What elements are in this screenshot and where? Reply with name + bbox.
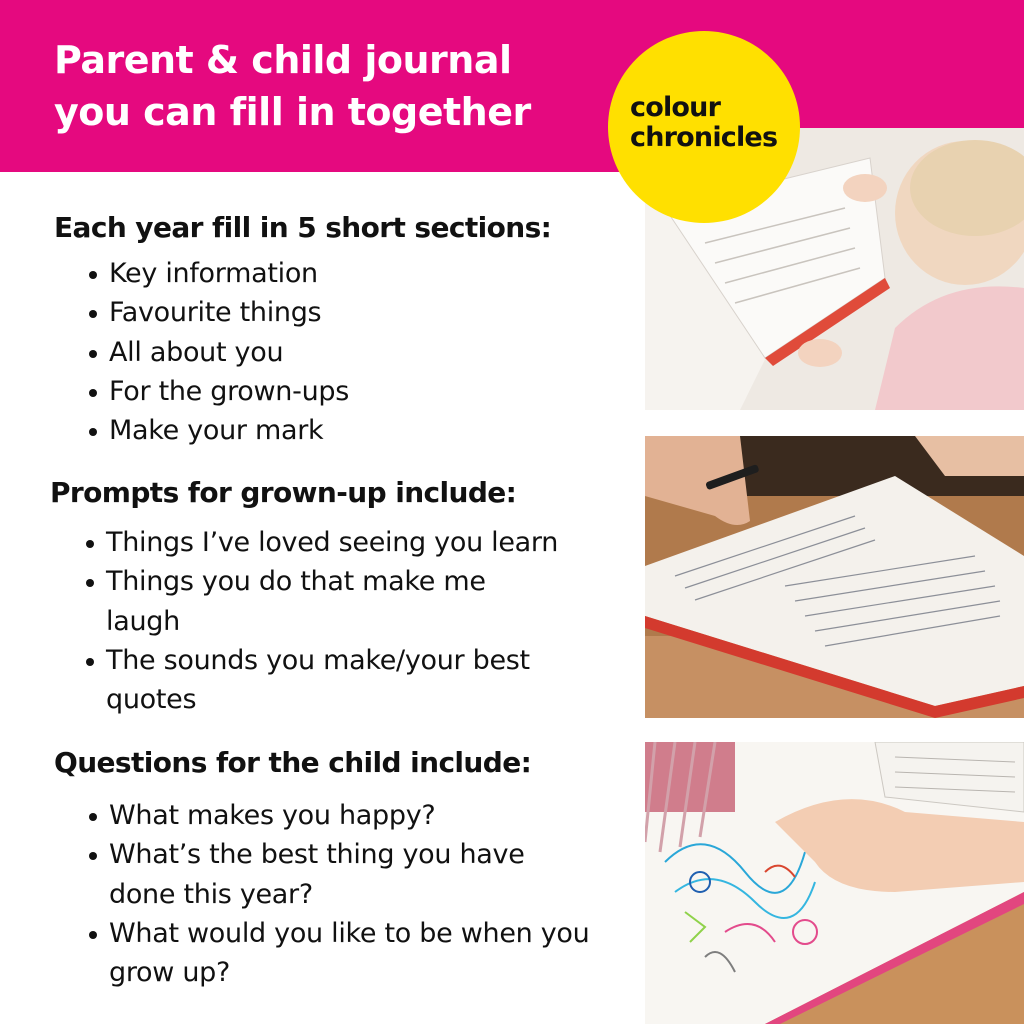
list-item: Make your mark <box>85 411 605 450</box>
main-content <box>0 172 640 1024</box>
list-item: Things you do that make me laugh <box>82 562 502 641</box>
list-item: What would you like to be when you grow up? <box>85 914 600 993</box>
sections-list <box>85 254 605 450</box>
prompts-list <box>82 523 627 719</box>
list-item: The sounds you make/your best quotes <box>82 641 602 720</box>
drawing-journal-illustration <box>645 742 1024 1024</box>
photo-parent-writing <box>645 436 1024 718</box>
brand-logo <box>608 31 800 223</box>
list-item: Favourite things <box>85 293 605 332</box>
title-line-1: Parent & child journal <box>54 38 512 82</box>
prompts-heading: Prompts for grown-up include: <box>50 476 517 509</box>
logo-text <box>630 93 800 153</box>
sections-heading: Each year fill in 5 short sections: <box>54 211 552 244</box>
writing-journal-illustration <box>645 436 1024 718</box>
list-item: What makes you happy? <box>85 796 605 835</box>
list-item: Things I’ve loved seeing you learn <box>82 523 627 562</box>
list-item: What’s the best thing you have done this year? <box>85 835 585 914</box>
list-item: All about you <box>85 333 605 372</box>
questions-heading: Questions for the child include: <box>54 746 532 779</box>
list-item: Key information <box>85 254 605 293</box>
photo-child-drawing <box>645 742 1024 1024</box>
page-title <box>54 34 594 138</box>
title-line-2: you can fill in together <box>54 90 531 134</box>
logo-line-1: colour <box>630 92 721 123</box>
list-item: For the grown-ups <box>85 372 605 411</box>
questions-list <box>85 796 605 992</box>
logo-line-2: chronicles <box>630 122 778 153</box>
